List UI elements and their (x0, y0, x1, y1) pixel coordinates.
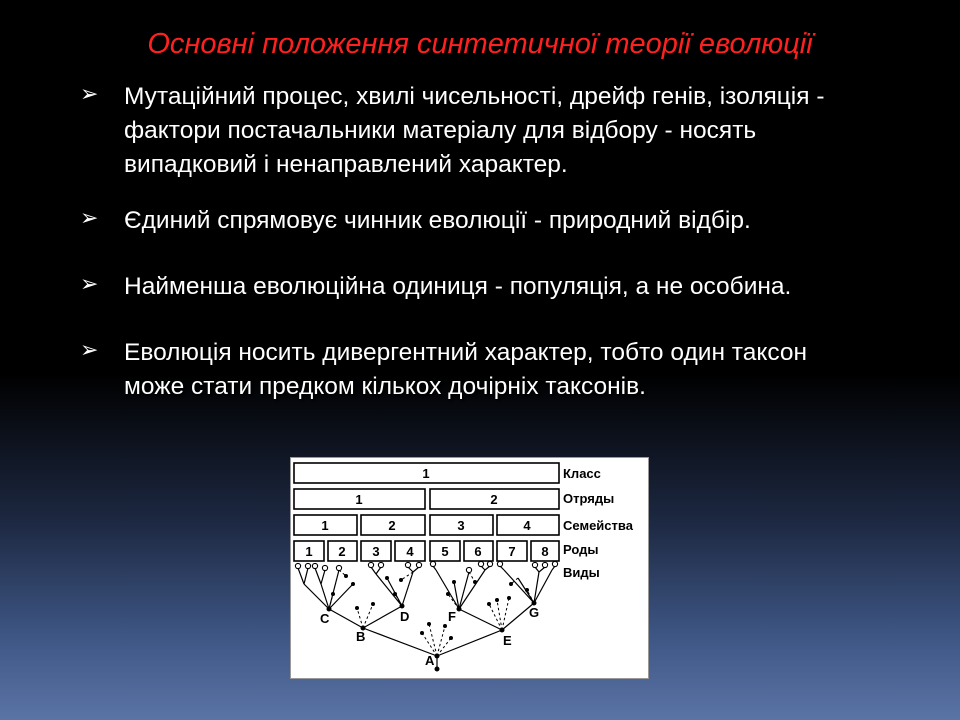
level-label-class: Класс (563, 466, 601, 481)
level-label-orders: Отряды (563, 491, 615, 506)
node-label-c: C (320, 611, 330, 626)
node-label-a: A (425, 653, 435, 668)
genus-number: 7 (508, 544, 516, 559)
living-species-circles (295, 561, 557, 572)
genus-number: 3 (372, 544, 380, 559)
genus-number: 2 (338, 544, 346, 559)
node-label-f: F (448, 609, 456, 624)
level-label-genera: Роды (563, 542, 599, 557)
bullet-line: випадковий і ненаправлений характер. (124, 151, 568, 178)
arrow-bullet-icon: ➢ (80, 337, 99, 362)
slide-title: Основні положення синтетичної теорії еволюції (147, 28, 813, 60)
order-number: 2 (490, 492, 498, 507)
class-number: 1 (422, 466, 430, 481)
genus-number: 1 (305, 544, 313, 559)
bullet-line: може стати предком кількох дочірніх таксонів. (124, 373, 646, 400)
bullet-line: Мутаційний процес, хвилі чисельності, дрейф генів, ізоляція - (124, 83, 825, 110)
bullet-text (124, 336, 904, 404)
genus-number: 8 (541, 544, 549, 559)
taxonomy-diagram (290, 457, 649, 679)
node-label-b: B (356, 629, 366, 644)
arrow-bullet-icon: ➢ (80, 271, 99, 296)
order-number: 1 (355, 492, 363, 507)
family-number: 2 (388, 518, 396, 533)
node-label-g: G (529, 605, 540, 620)
bullet-line: Єдиний спрямовує чинник еволюції - природний відбір. (124, 207, 751, 234)
genus-number: 4 (406, 544, 414, 559)
family-number: 4 (523, 518, 531, 533)
bullet-line: фактори постачальники матеріалу для відбору - носять (124, 117, 757, 144)
node-label-e: E (503, 633, 512, 648)
genus-number: 5 (441, 544, 449, 559)
bullet-text (124, 80, 904, 182)
arrow-bullet-icon: ➢ (80, 81, 99, 106)
bullet-line: Найменша еволюційна одиниця - популяція, а не особина. (124, 273, 792, 300)
genus-number: 6 (474, 544, 482, 559)
level-label-families: Семейства (563, 518, 633, 533)
family-number: 1 (321, 518, 329, 533)
family-number: 3 (457, 518, 465, 533)
node-label-d: D (400, 609, 410, 624)
bullet-line: Еволюція носить дивергентний характер, тобто один таксон (124, 339, 808, 366)
arrow-bullet-icon: ➢ (80, 205, 99, 230)
level-label-species: Виды (563, 565, 600, 580)
bullet-text (124, 270, 904, 304)
bullet-text (124, 204, 904, 238)
